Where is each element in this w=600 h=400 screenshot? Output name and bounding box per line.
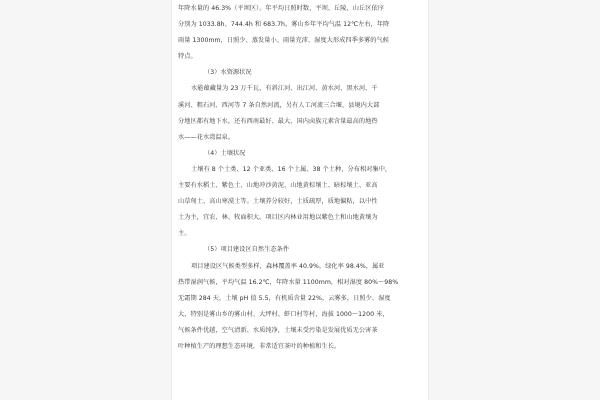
- text-line: 热带湿润气候，平均气温 16.2℃，年降水量 1100mm，相对湿度 80%～98%: [178, 278, 399, 286]
- text-line: 分地区都有地下水，还有西南最好、最大、国内卤族元素含量最高的地热: [178, 117, 378, 125]
- text-line: 土为主，宜农、林、牧面积大。项目区内林业用地以紫色土和山地黄壤为: [178, 214, 378, 222]
- section-heading: （4）土壤状况: [204, 149, 246, 157]
- text-line: 特点。: [178, 53, 197, 61]
- text-line: 年降水量的 46.3%（平坝区）。年平均日照时数，平坝、丘陵、山丘区依序: [178, 5, 384, 12]
- text-line: 水能蕴藏量为 23 万千瓦，有斜江河、出江河、黄水河、黑水河、千: [191, 85, 378, 93]
- text-line: 项目建设区气候类型多样，森林覆盖率 40.9%，绿化率 98.4%，属亚: [191, 262, 385, 270]
- text-line: 大，特别是雾山乡的雾山村、大坪村、虾口村等村，海拔 1000～1200 米，: [178, 310, 389, 318]
- text-line: 主要有水稻土、紫色土、山地冲沙黄泥、山地黄棕壤土、暗棕壤土、亚高: [178, 182, 378, 190]
- text-line: 雨量 1300mm，日照少、蒸发量小、雨量充沛、湿度大形成四季多雾的气候: [178, 37, 390, 45]
- text-line: 溪河、粗石河、西河等 7 条自然河流，另有人工河流三合堰，县境内大部: [178, 101, 380, 109]
- section-heading: （5）项目建设区自然生态条件: [204, 246, 290, 254]
- text-line: 山草甸土、高山寒漠土等。土壤养分较好，土质疏厚，质地偏粘，以中性: [178, 198, 378, 206]
- section-heading: （3）水资源状况: [204, 69, 252, 77]
- text-line: 水——花水湾温泉。: [178, 133, 235, 141]
- text-line: 土壤有 8 个土类、12 个亚类、16 个土属、38 个土种，分布相对集中，: [191, 165, 392, 173]
- text-line: 分别为 1033.8h、744.4h 和 683.7h。雾山乡年平均气温 12℃左右，年降: [178, 21, 390, 29]
- document-page: [172, 0, 428, 400]
- text-line: 无霜期 284 天，土壤 pH 值 5.5，有机质含量 22%，云雾多，日照少、湿度: [178, 294, 391, 302]
- text-line: 气候条件优越，空气清新、水质纯净，土壤未受污染是发展优质无公害茶: [178, 326, 378, 334]
- text-line: 叶种植生产的理想生态环境，非常适宜茶叶的种植和生长。: [178, 342, 341, 350]
- text-line: 主。: [178, 230, 191, 238]
